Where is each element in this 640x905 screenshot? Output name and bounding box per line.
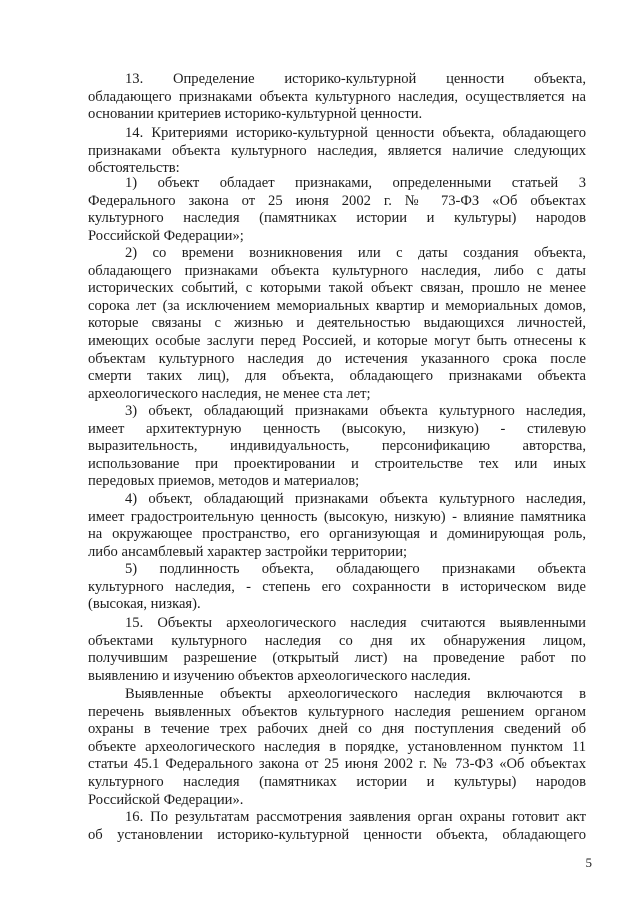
paragraph-line: культурного наследия, - степень его сохранности в историческом виде — [88, 578, 586, 595]
paragraph-line: имеющих особые заслуги перед Россией, и которые могут быть отнесены к — [88, 333, 586, 349]
paragraph-line: 16. По результатам рассмотрения заявления орган охраны готовит акт — [125, 809, 586, 825]
paragraph-line: 14. Критериями историко-культурной ценности объекта, обладающего — [125, 125, 586, 141]
paragraph-line: 2) со времени возникновения или с даты создания объекта, — [125, 245, 586, 261]
paragraph-line: Федерального закона от 25 июня 2002 г. № 73-ФЗ «Об объектах — [88, 192, 586, 209]
paragraph-line: (высокая, низкая). — [88, 596, 201, 613]
paragraph-line: культурного наследия (памятниках истории и культуры) народов — [88, 774, 586, 790]
paragraph-line: на окружающее пространство, его организующая и доминирующая роль, — [88, 526, 586, 543]
paragraph-line: обладающего признаками объекта культурного наследия, либо с даты — [88, 262, 586, 279]
page-number: 5 — [585, 855, 592, 870]
paragraph-line: либо ансамблевый характер застройки территории; — [88, 543, 408, 560]
paragraph-line: 3) объект, обладающий признаками объекта культурного наследия, — [125, 403, 586, 419]
paragraph-line: основании критериев историко-культурной ценности. — [88, 106, 423, 123]
paragraph-line: Выявленные объекты археологического наследия включаются в — [125, 686, 586, 702]
paragraph-line: обстоятельств: — [88, 160, 180, 177]
paragraph-line: передовых приемов, методов и материалов; — [88, 473, 360, 490]
paragraph-line: 15. Объекты археологического наследия считаются выявленными — [125, 615, 586, 631]
paragraph-line: культурного наследия (памятниках истории и культуры) народов — [88, 210, 586, 227]
paragraph-line: имеет градостроительную ценность (высокую, низкую) - влияние памятника — [88, 508, 586, 525]
paragraph-line: исторических событий, с которыми такой объект связан, прошло не менее — [88, 280, 586, 297]
paragraph-line: признаками объекта культурного наследия, является наличие следующих — [88, 142, 586, 159]
paragraph-line: 13. Определение историко-культурной ценности объекта, — [125, 71, 586, 87]
paragraph-line: статьи 45.1 Федерального закона от 25 июня 2002 г. № 73-ФЗ «Об объектах — [88, 756, 586, 773]
paragraph-line: объектами культурного наследия со дня их обнаружения лицом, — [88, 632, 586, 649]
paragraph-line: Российской Федерации». — [88, 791, 244, 808]
paragraph-line: получившим разрешение (открытый лист) на проведение работ по — [88, 650, 586, 667]
paragraph-line: охраны в течение трех рабочих дней со дня поступления сведений об — [88, 721, 586, 738]
paragraph-line: использование при проектировании и строительстве тех или иных — [88, 455, 586, 472]
paragraph-line: археологического наследия, не менее ста лет; — [88, 385, 371, 402]
paragraph-line: 5) подлинность объекта, обладающего признаками объекта — [125, 561, 586, 577]
paragraph-line: 4) объект, обладающий признаками объекта культурного наследия, — [125, 491, 586, 507]
paragraph-line: выявлению и изучению объектов археологического наследия. — [88, 667, 471, 684]
paragraph-line: 1) объект обладает признаками, определенными статьей 3 — [125, 175, 586, 191]
paragraph-line: имеет архитектурную ценность (высокую, низкую) - стилевую — [88, 420, 586, 437]
paragraph-line: перечень выявленных объектов культурного наследия решением органом — [88, 703, 586, 720]
paragraph-line: выразительность, индивидуальность, персонификацию авторства, — [88, 438, 586, 455]
paragraph-line: обладающего признаками объекта культурного наследия, осуществляется на — [88, 88, 586, 105]
paragraph-line: Российской Федерации»; — [88, 227, 244, 244]
paragraph-line: об установлении историко-культурной ценности объекта, обладающего — [88, 826, 586, 843]
paragraph-line: смерти таких лиц), для объекта, обладающего признаками объекта — [88, 368, 586, 385]
paragraph-line: сорока лет (за исключением мемориальных квартир и мемориальных домов, — [88, 297, 586, 314]
paragraph-line: которые связаны с жизнью и деятельностью выдающихся личностей, — [88, 315, 586, 332]
paragraph-line: объекте археологического наследия в порядке, установленном пунктом 11 — [88, 738, 586, 755]
paragraph-line: объектам культурного наследия до истечения указанного срока после — [88, 350, 586, 367]
